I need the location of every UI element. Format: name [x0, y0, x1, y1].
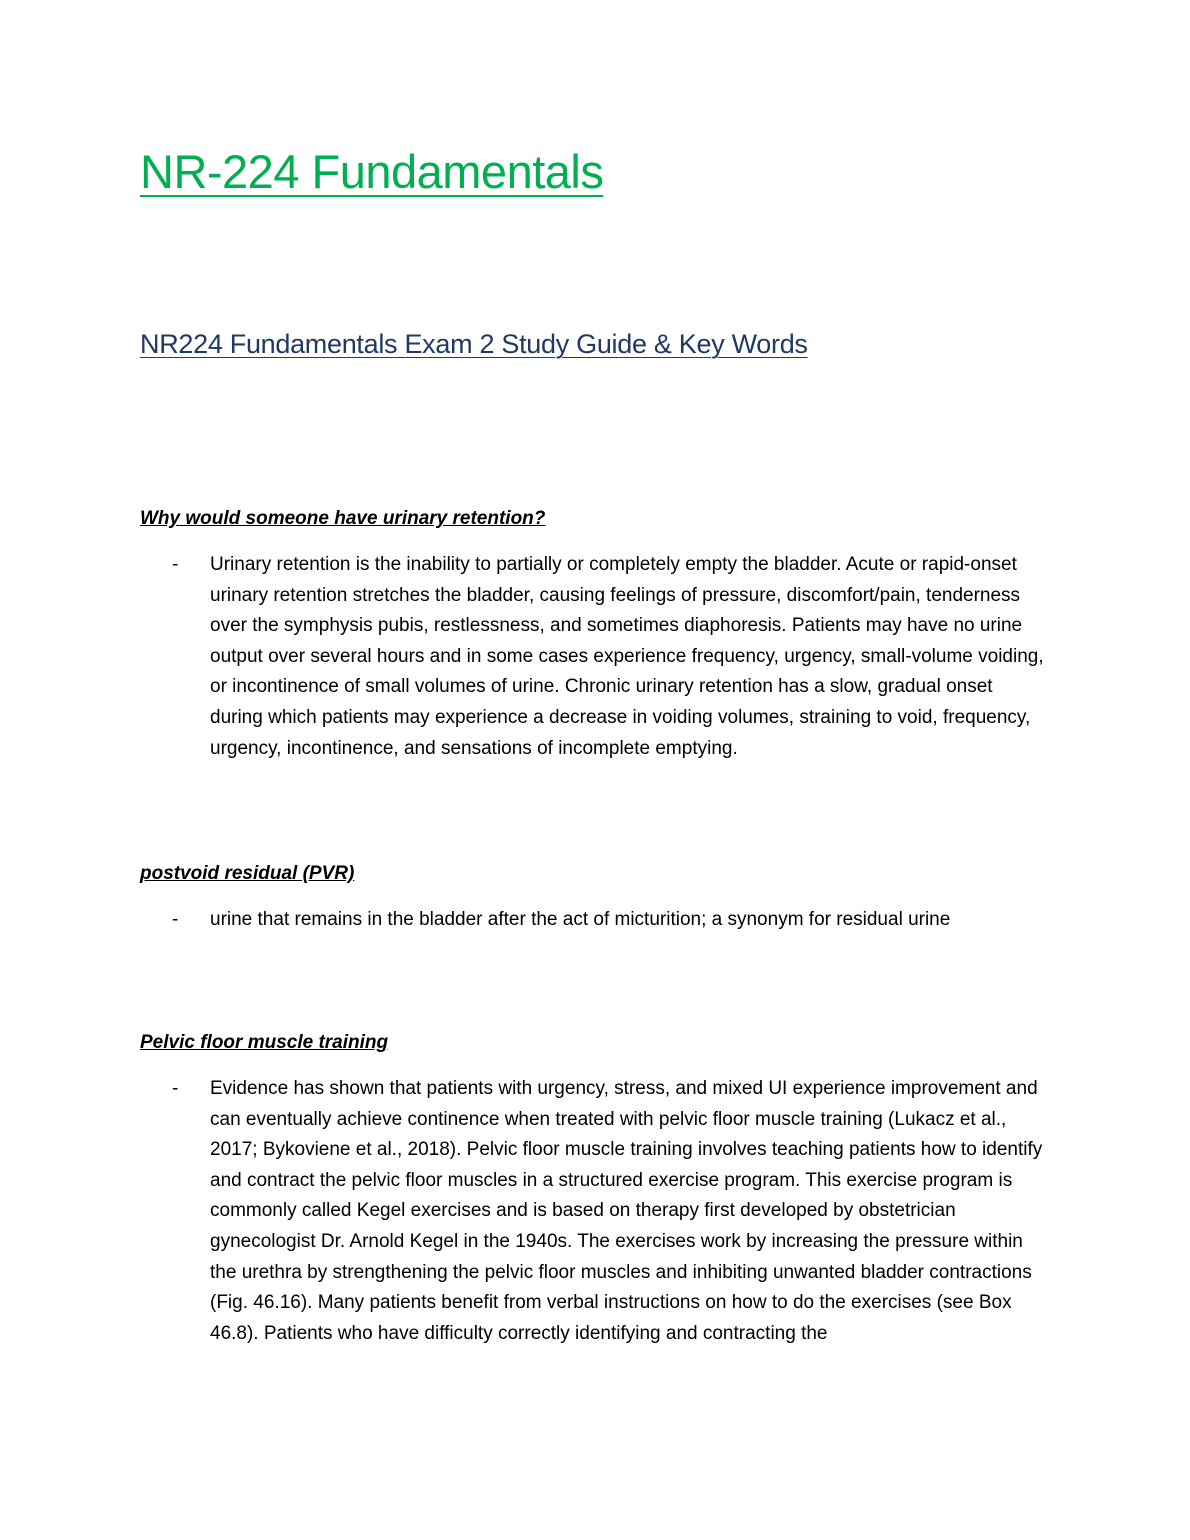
section-urinary-retention	[140, 504, 1050, 764]
list-item	[140, 550, 1050, 764]
document-title: NR-224 Fundamentals	[140, 145, 604, 198]
section-pelvic-floor-training	[140, 1028, 1050, 1349]
document-subtitle: NR224 Fundamentals Exam 2 Study Guide & Key Words	[140, 329, 808, 359]
bullet-dash: -	[172, 909, 179, 930]
section-heading: Pelvic floor muscle training	[140, 1032, 389, 1053]
section-body-text: Evidence has shown that patients with urgency, stress, and mixed UI experience improvement and can eventually achieve continence when treated with pelvic floor muscle training (Lukacz et al., 2017; Bykoviene et al., 2018). Pelvic floor muscle training involves teaching patients how to identify and contract the pelvic floor muscles in a structured exercise program. This exercise program is commonly called Kegel exercises and is based on therapy first developed by obstetrician gynecologist Dr. Arnold Kegel in the 1940s. The exercises work by increasing the pressure within the urethra by strengthening the pelvic floor muscles and inhibiting unwanted bladder contractions (Fig. 46.16). Many patients benefit from verbal instructions on how to do the exercises (see Box 46.8). Patients who have difficulty correctly identifying and contracting the	[210, 1078, 1043, 1344]
section-body-text: urine that remains in the bladder after the act of micturition; a synonym for residual urine	[210, 909, 951, 930]
bullet-dash: -	[172, 1078, 179, 1099]
section-heading: postvoid residual (PVR)	[140, 863, 355, 884]
list-item	[140, 1074, 1050, 1349]
bullet-dash: -	[172, 554, 179, 575]
list-item	[140, 905, 1050, 936]
section-postvoid-residual	[140, 859, 1050, 936]
section-heading: Why would someone have urinary retention?	[140, 508, 546, 529]
section-body-text: Urinary retention is the inability to partially or completely empty the bladder. Acute or rapid-onset urinary retention stretches the bladder, causing feelings of pressure, discomfort/pain, tenderness over the symphysis pubis, restlessness, and sometimes diaphoresis. Patients may have no urine output over several hours and in some cases experience frequency, urgency, small-volume voiding, or incontinence of small volumes of urine. Chronic urinary retention has a slow, gradual onset during which patients may experience a decrease in voiding volumes, straining to void, frequency, urgency, incontinence, and sensations of incomplete emptying.	[210, 554, 1044, 759]
